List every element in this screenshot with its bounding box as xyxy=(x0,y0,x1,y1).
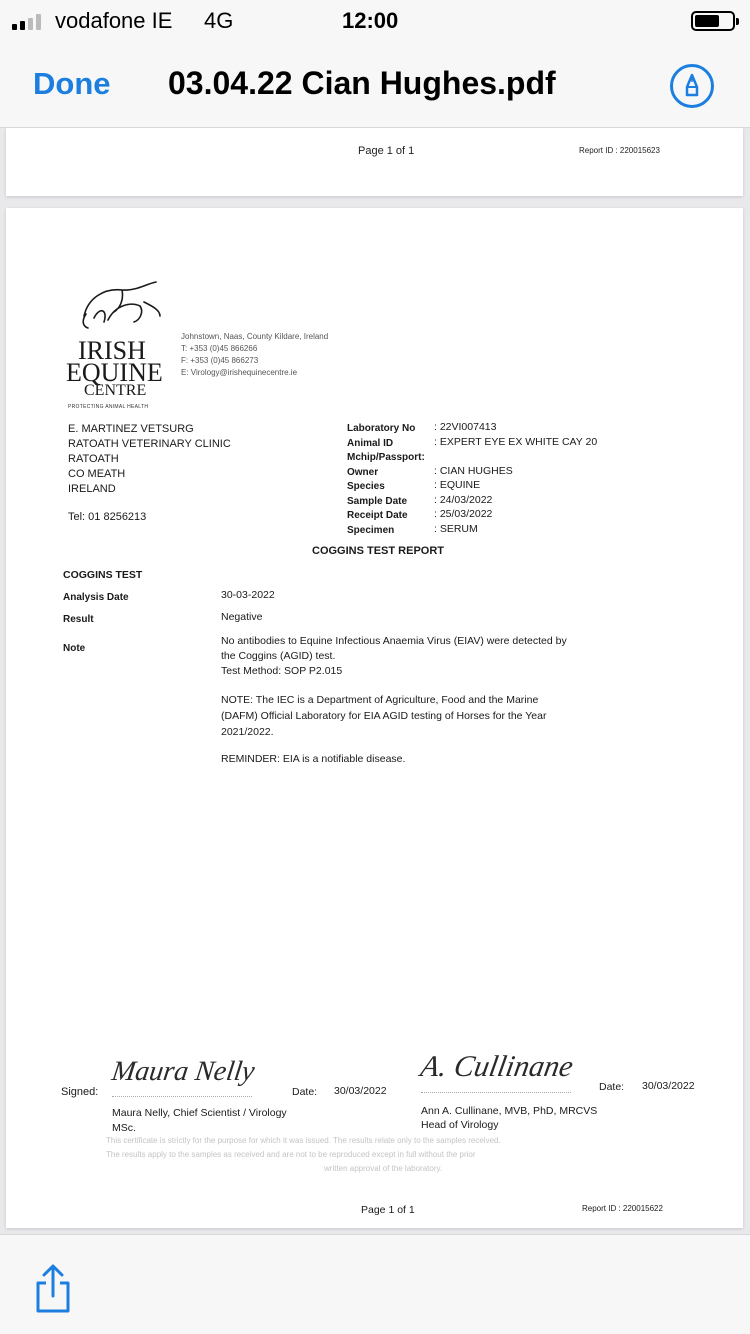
detail-label: Mchip/Passport: xyxy=(347,452,425,463)
section-heading: COGGINS TEST xyxy=(63,569,143,581)
previous-page xyxy=(6,128,743,196)
detail-value: : CIAN HUGHES xyxy=(434,464,513,477)
logo-equine: EQUINE xyxy=(66,358,163,387)
pdf-viewer[interactable] xyxy=(0,128,750,1234)
pdf-page xyxy=(6,208,743,1228)
recipient-block xyxy=(68,422,231,497)
reminder-text: REMINDER: EIA is a notifiable disease. xyxy=(221,753,406,765)
detail-value: : EXPERT EYE EX WHITE CAY 20 xyxy=(434,435,598,448)
signature-1-line xyxy=(112,1096,252,1097)
signer-1-date: 30/03/2022 xyxy=(334,1085,387,1097)
note-line: the Coggins (AGID) test. xyxy=(221,650,336,662)
note2-line: NOTE: The IEC is a Department of Agriculture, Food and the Marine xyxy=(221,694,539,706)
logo-irish: IRISH xyxy=(78,336,146,365)
report-id: Report ID : 220015622 xyxy=(582,1204,663,1213)
detail-label: Owner xyxy=(347,466,379,478)
address-email: E: Virology@irishequinecentre.ie xyxy=(181,368,298,377)
address-line: Johnstown, Naas, County Kildare, Ireland xyxy=(181,332,329,341)
note2-line: (DAFM) Official Laboratory for EIA AGID testing of Horses for the Year xyxy=(221,710,547,722)
prev-report-id: Report ID : 220015623 xyxy=(579,146,660,155)
date-label-1: Date: xyxy=(292,1086,318,1098)
irish-equine-centre-logo xyxy=(66,276,176,411)
disclaimer-line: written approval of the laboratory. xyxy=(324,1164,443,1173)
recipient-tel: Tel: 01 8256213 xyxy=(68,511,147,523)
note2-text xyxy=(221,692,546,740)
note-line: Test Method: SOP P2.015 xyxy=(221,665,343,677)
cell-signal-icon xyxy=(12,12,41,30)
carrier-name: vodafone IE xyxy=(55,8,173,33)
note2-line: 2021/2022. xyxy=(221,726,274,738)
signer-1-title: MSc. xyxy=(112,1122,136,1134)
detail-value: : 25/03/2022 xyxy=(434,508,493,520)
disclaimer-line: This certificate is strictly for the purpose for which it was issued. The results relate only to the samples received. xyxy=(106,1136,501,1145)
status-bar xyxy=(0,0,750,42)
recipient-line: E. MARTINEZ VETSURG xyxy=(68,423,194,435)
done-button[interactable]: Done xyxy=(33,66,111,101)
detail-label: Laboratory No xyxy=(347,423,416,434)
disclaimer-line: The results apply to the samples as received and are not to be reproduced except in full without the prior xyxy=(106,1150,476,1159)
address-fax: F: +353 (0)45 866273 xyxy=(181,356,259,365)
signer-2-title: Head of Virology xyxy=(421,1119,499,1131)
markup-pen-icon xyxy=(680,73,704,101)
clock: 12:00 xyxy=(342,8,399,33)
detail-value: : SERUM xyxy=(434,522,478,535)
prev-page-number: Page 1 of 1 xyxy=(358,145,415,157)
share-icon xyxy=(32,1263,74,1315)
analysis-date: 30-03-2022 xyxy=(221,589,275,601)
details-labels xyxy=(347,422,425,538)
signer-2-date: 30/03/2022 xyxy=(642,1080,695,1092)
note-line: No antibodies to Equine Infectious Anaemia Virus (EIAV) were detected by xyxy=(221,635,567,647)
detail-label: Animal ID xyxy=(347,437,394,449)
report-title: COGGINS TEST REPORT xyxy=(312,545,445,557)
recipient-line: RATOATH xyxy=(68,453,119,465)
logo-centre: CENTRE xyxy=(84,382,147,399)
battery-icon xyxy=(691,11,735,31)
share-button[interactable] xyxy=(32,1263,74,1315)
signer-1-name: Maura Nelly, Chief Scientist / Virology xyxy=(112,1107,287,1119)
document-title: 03.04.22 Cian Hughes.pdf xyxy=(168,65,556,101)
logo-tagline: PROTECTING ANIMAL HEALTH xyxy=(68,404,149,410)
signature-1-image: Maura Nelly xyxy=(109,1056,257,1087)
date-label-2: Date: xyxy=(599,1081,625,1093)
detail-value xyxy=(434,449,597,464)
recipient-line: RATOATH VETERINARY CLINIC xyxy=(68,438,231,450)
details-values xyxy=(434,420,597,536)
detail-label: Receipt Date xyxy=(347,510,408,521)
signature-2-line xyxy=(421,1092,571,1093)
address-phone: T: +353 (0)45 866266 xyxy=(181,344,258,353)
signed-label: Signed: xyxy=(61,1086,99,1098)
horse-logo-icon xyxy=(74,276,164,336)
detail-value: : 24/03/2022 xyxy=(434,493,493,506)
detail-value: : EQUINE xyxy=(434,479,481,491)
signer-2-name: Ann A. Cullinane, MVB, PhD, MRCVS xyxy=(421,1105,598,1117)
detail-label: Sample Date xyxy=(347,495,408,507)
detail-label: Species xyxy=(347,481,385,492)
network-type: 4G xyxy=(204,8,234,33)
page-number: Page 1 of 1 xyxy=(361,1204,415,1216)
markup-button[interactable] xyxy=(670,64,714,108)
result-label: Result xyxy=(63,614,94,625)
result-value: Negative xyxy=(221,611,263,623)
detail-label: Specimen xyxy=(347,524,395,536)
recipient-line: IRELAND xyxy=(68,483,116,495)
note-text xyxy=(221,634,567,679)
nav-bar xyxy=(0,42,750,128)
bottom-toolbar xyxy=(0,1234,750,1334)
signature-2-image: A. Cullinane xyxy=(418,1050,576,1083)
note-label: Note xyxy=(63,643,86,654)
detail-value: : 22VI007413 xyxy=(434,421,497,433)
recipient-line: CO MEATH xyxy=(68,468,126,480)
lab-address xyxy=(181,331,328,379)
analysis-date-label: Analysis Date xyxy=(63,592,129,603)
